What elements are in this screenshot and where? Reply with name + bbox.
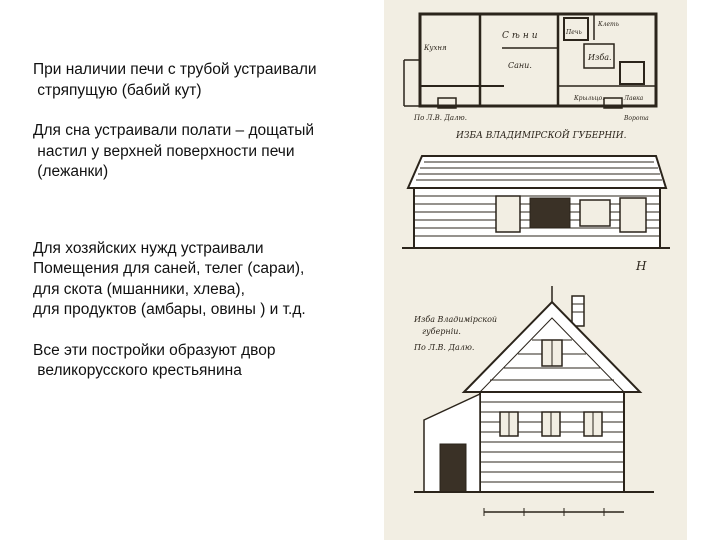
sleep-line-1: Для сна устраивали полати – дощатый [33,122,315,139]
household-line-2: Помещения для саней, телег (сараи), [33,260,305,277]
sleep-line-3: (лежанки) [33,163,109,180]
floor-plan [404,14,656,141]
sleep-line-2: настил у верхней поверхности печи [33,142,295,160]
plan-label-shelter: Сѣни [502,31,541,41]
plan-label-storage: Клеть [598,21,619,28]
yard-line-1: Все эти постройки образуют двор [33,341,276,359]
plan-label-author: По Л.В. Далю. [414,114,467,122]
plan-label-bench: Лавка [624,95,644,102]
plan-label-stove: Печь [566,29,582,36]
plan-label-sleigh: Сани. [508,61,532,70]
stove-line-2: стряпущую (бабий кут) [33,81,202,99]
text-column [33,60,378,382]
household-line-4: для продуктов (амбары, овины ) и т.д. [33,301,306,318]
yard-line-2: великорусского крестьянина [33,362,242,379]
svg-text:Н: Н [636,259,647,273]
facade-caption-2: губерніи. [422,327,461,336]
household-line-1: Для хозяйских нужд устраивали [33,239,264,257]
facade-drawing [413,286,654,516]
facade-caption-1: Изба Владимірской [414,315,498,324]
section-drawing [402,156,670,273]
plan-label-front: Ворота [624,115,649,122]
plan-caption: ИЗБА ВЛАДИМІРСКОЙ ГУБЕРНІИ. [456,131,627,141]
illustration-panel [384,0,687,540]
izba-drawings [384,0,687,540]
facade-caption-3: По Л.В. Далю. [414,343,475,352]
household-line-3: для скота (мшанники, хлева), [33,280,245,298]
plan-label-porch: Крыльцо. [574,95,605,102]
plan-label-kitchen: Кухня [424,44,447,52]
plan-label-izba: Изба. [588,53,612,62]
stove-line-1: При наличии печи с трубой устраивали [33,61,317,78]
